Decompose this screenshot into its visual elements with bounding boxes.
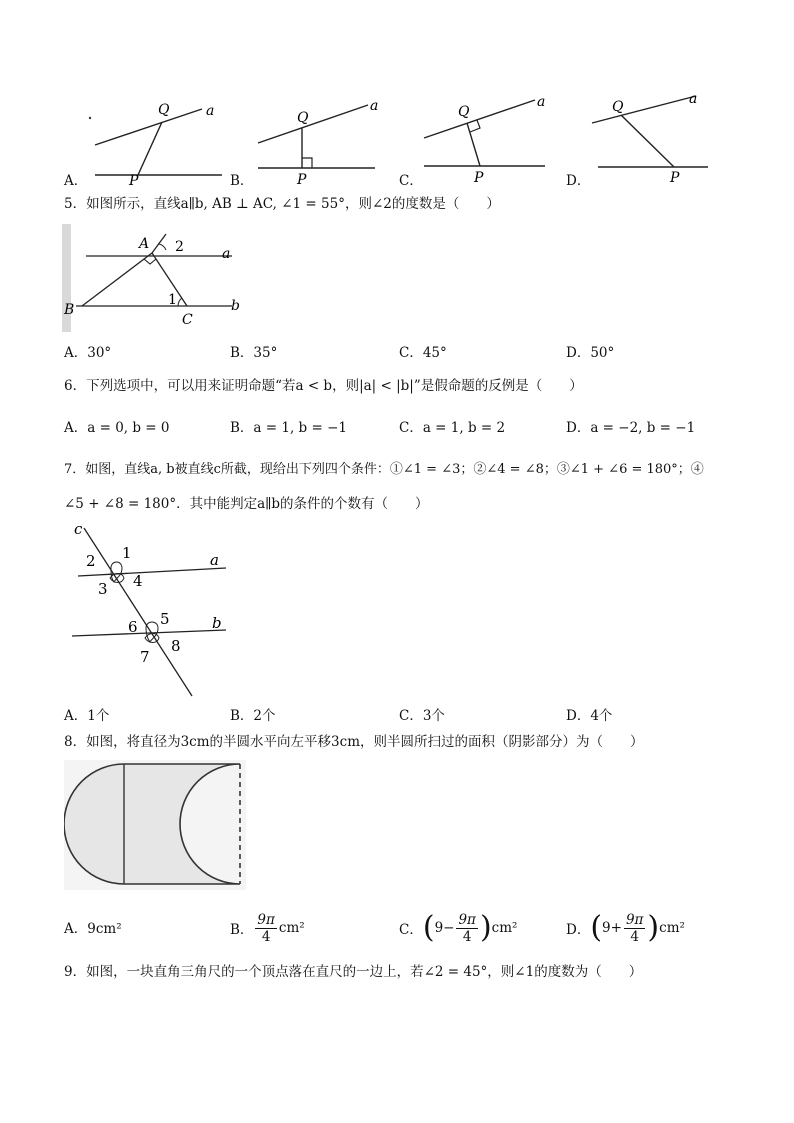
q8-option-c[interactable]: C． ( 9− $\frac{9\pi}{4}$ ) cm² — [399, 910, 518, 945]
q4-option-c[interactable]: C． — [399, 173, 423, 189]
q5-option-c[interactable]: C．45° — [399, 345, 447, 361]
label-q: Q — [158, 102, 170, 118]
right-paren: ) — [479, 910, 492, 945]
q5-figure — [62, 224, 252, 334]
label-line-c: c — [74, 520, 83, 538]
label-angle-2: 2 — [175, 239, 184, 255]
option-a-value: 9cm² — [87, 921, 122, 937]
q4-figure-d — [588, 90, 728, 185]
q8-option-d[interactable]: D． ( 9+ $\frac{9\pi}{4}$ ) cm² — [566, 910, 685, 945]
q7-option-b[interactable]: B．2个 — [230, 708, 276, 724]
left-paren: ( — [590, 910, 603, 945]
q8-option-a[interactable]: A．9cm² — [64, 921, 122, 937]
q4-option-d[interactable]: D． — [566, 173, 591, 189]
fraction: $\frac{9\pi}{4}$ — [625, 911, 644, 945]
q7-stem-line1: 7．如图，直线a, b被直线c所截，现给出下列四个条件：①∠1 = ∠3；②∠4 = ∠8；③∠1 + ∠6 = 180°；④ — [64, 462, 704, 477]
q5-stem: 5．如图所示，直线a∥b, AB ⊥ AC, ∠1 = 55°，则∠2的度数是（ ） — [64, 196, 500, 212]
q6-option-c[interactable]: C．a = 1, b = 2 — [399, 420, 506, 436]
q4-figure-c — [420, 92, 560, 184]
svg-text:a: a — [537, 94, 546, 110]
svg-text:5: 5 — [160, 610, 170, 628]
label-b-point: B — [64, 302, 75, 318]
label-a: a — [206, 103, 215, 119]
fraction: $\frac{9\pi}{4}$ — [458, 911, 476, 945]
q5-option-d[interactable]: D．50° — [566, 345, 615, 361]
q6-stem: 6．下列选项中，可以用来证明命题“若a < b，则|a| < |b|”是假命题的反例是（ ） — [64, 378, 583, 394]
q8-figure — [64, 760, 246, 890]
q4-figure-b — [250, 95, 390, 185]
q6-option-b[interactable]: B．a = 1, b = −1 — [230, 420, 347, 436]
svg-text:Q: Q — [612, 99, 624, 115]
svg-text:a: a — [370, 98, 379, 114]
svg-text:P: P — [670, 170, 680, 185]
label-angle-1: 1 — [168, 292, 177, 308]
q7-option-a[interactable]: A．1个 — [64, 708, 110, 724]
q4-figure-a — [80, 95, 230, 185]
label-line-b: b — [212, 614, 222, 632]
svg-text:Q: Q — [458, 104, 470, 120]
svg-text:6: 6 — [128, 618, 138, 636]
q7-option-d[interactable]: D．4个 — [566, 708, 613, 724]
q5-option-b[interactable]: B．35° — [230, 345, 278, 361]
right-paren: ) — [647, 910, 660, 945]
q6-option-a[interactable]: A．a = 0, b = 0 — [64, 420, 170, 436]
svg-text:1: 1 — [122, 544, 132, 562]
q6-option-d[interactable]: D．a = −2, b = −1 — [566, 420, 696, 436]
fraction: 9π 4 — [257, 911, 275, 945]
svg-text:7: 7 — [140, 648, 150, 666]
label-line-a: a — [222, 246, 231, 262]
svg-text:Q: Q — [297, 110, 309, 126]
svg-text:a: a — [689, 91, 698, 107]
label-a-point: A — [139, 236, 150, 252]
svg-text:P: P — [474, 170, 484, 184]
q8-option-b[interactable]: B． 9π 4 cm² — [230, 911, 305, 945]
svg-text:2: 2 — [86, 552, 96, 570]
q9-stem: 9．如图，一块直角三角尺的一个顶点落在直尺的一边上，若∠2 = 45°，则∠1的度数为（ ） — [64, 964, 643, 980]
left-paren: ( — [422, 910, 435, 945]
label-line-b: b — [231, 298, 240, 314]
label-p: P — [129, 173, 139, 185]
svg-text:P: P — [297, 172, 307, 185]
q5-option-a[interactable]: A．30° — [64, 345, 112, 361]
q4-option-b[interactable]: B． — [230, 173, 254, 189]
svg-text:4: 4 — [133, 572, 143, 590]
label-c-point: C — [182, 312, 193, 328]
q7-option-c[interactable]: C．3个 — [399, 708, 445, 724]
label-line-a: a — [210, 551, 219, 569]
svg-text:3: 3 — [98, 580, 108, 598]
q7-stem-line2: ∠5 + ∠8 = 180°．其中能判定a∥b的条件的个数有（ ） — [64, 496, 429, 512]
q8-stem: 8．如图，将直径为3cm的半圆水平向左平移3cm，则半圆所扫过的面积（阴影部分）为（ ） — [64, 734, 644, 750]
q4-option-a[interactable]: A． — [64, 173, 88, 189]
svg-text:8: 8 — [171, 637, 181, 655]
q7-figure — [64, 518, 234, 698]
